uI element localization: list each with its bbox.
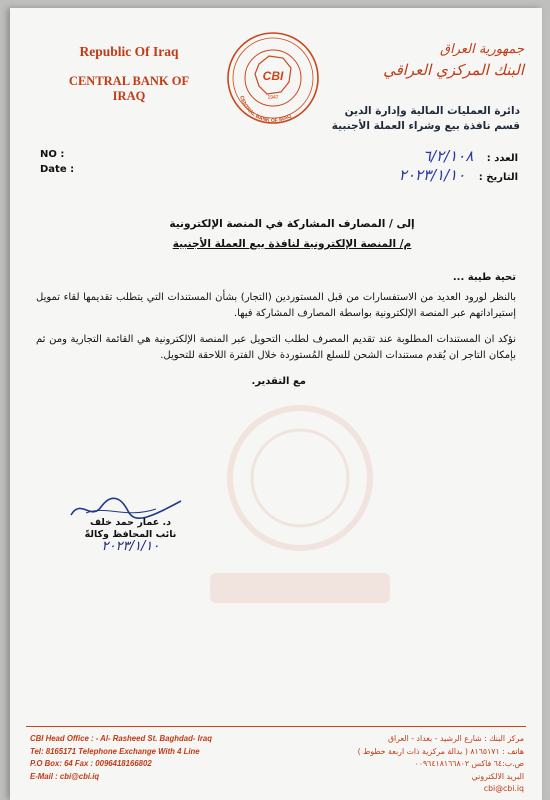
bank-name-en: CENTRAL BANK OF IRAQ [68,74,190,103]
footer-phone-ar: هاتف : ٨١٦٥١٧١ ( بدالة مركزية ذات اربعة خطوط ) [357,746,524,756]
footer-phone-en: Tel: 8165171 Telephone Exchange With 4 Line [30,746,200,756]
number-value: ٦/٢/١٠٨ [422,147,474,165]
signatory-title: نائب المحافظ وكالةً [84,529,177,540]
footer-english [30,733,300,783]
paragraph-1: بالنظر لورود العديد من الاستفسارات من قبل المستوردين (التجار) بشأن المستندات التي يتطلب تقديمها لقاء تمويل إستيراداتهم عبر المنصة الإلكترونية بواسطة المصارف المشاركة فيها. [36,292,516,319]
logo-initials: CBI [262,69,284,83]
footer-email-en: E-Mail : cbi@cbi.iq [30,771,100,781]
address-block [112,218,472,250]
bank-name-ar: البنك المركزي العراقي [383,61,524,79]
letter-body [36,270,516,390]
footer-arabic [294,733,524,796]
greeting: تحية طيبة ... [452,272,516,283]
logo-year: 1947 [267,95,279,101]
footer-fax-ar: ص.ب:٦٤ فاكس ٠٠٩٦٤١٨١٦٦٨٠٢ [414,759,524,768]
no-label: NO : [40,149,65,160]
header-english [54,44,204,104]
date-label: Date : [40,164,75,175]
footer-address-ar: مركز البنك : شارع الرشيد - بغداد - العراق [387,734,524,743]
country-name-ar: جمهورية العراق [440,42,524,57]
country-name-en: Republic Of Iraq [79,44,179,59]
header-arabic [374,42,524,79]
reference-ar [278,148,518,186]
watermark-logo-icon [170,398,430,628]
section-line: قسم نافذة بيع وشراء العملة الأجنبية [331,120,520,132]
reference-en [40,147,74,177]
department-line: دائرة العمليات المالية وإدارة الدين [344,105,520,117]
signatory-name: د. عمار حمد خلف [89,517,172,528]
recipient: إلى / المصارف المشاركة في المنصة الإلكترونية [169,218,415,230]
subject: م/ المنصة الإلكترونية لنافذة بيع العملة الأجنبية [172,238,412,250]
signature-date: ٢٠٢٣/١/١٠ [101,539,160,554]
date-value: ٢٠٢٣/١/١٠ [398,166,466,184]
logo-ring-text: CENTRAL BANK OF IRAQ [238,95,293,124]
number-label-ar: العدد : [486,153,518,164]
department-block [260,104,520,134]
footer-fax-en: P.O Box: 64 Fax : 0096418166802 [30,759,152,768]
footer-email-address: cbi@cbi.iq [483,784,524,793]
date-label-ar: التاريخ : [478,172,518,183]
footer-address-en: CBI Head Office : - Al- Rasheed St. Baghdad- Iraq [30,734,212,743]
paragraph-2: نؤكد ان المستندات المطلوبة عند تقديم المصرف لطلب التحويل عبر المنصة الإلكترونية هي القائمة التجارية ومن ثم بإمكان التاجر ان يُقدم مستندات الشحن للسلع المُستوردة خلال الفترة اللاحقة للتحويل. [36,334,516,361]
footer-divider [26,726,526,727]
footer-email-ar: البريد الالكتروني [471,771,524,781]
signatory-block [78,517,183,553]
letter-page [10,8,542,800]
closing: مع التقدير. [251,376,306,387]
